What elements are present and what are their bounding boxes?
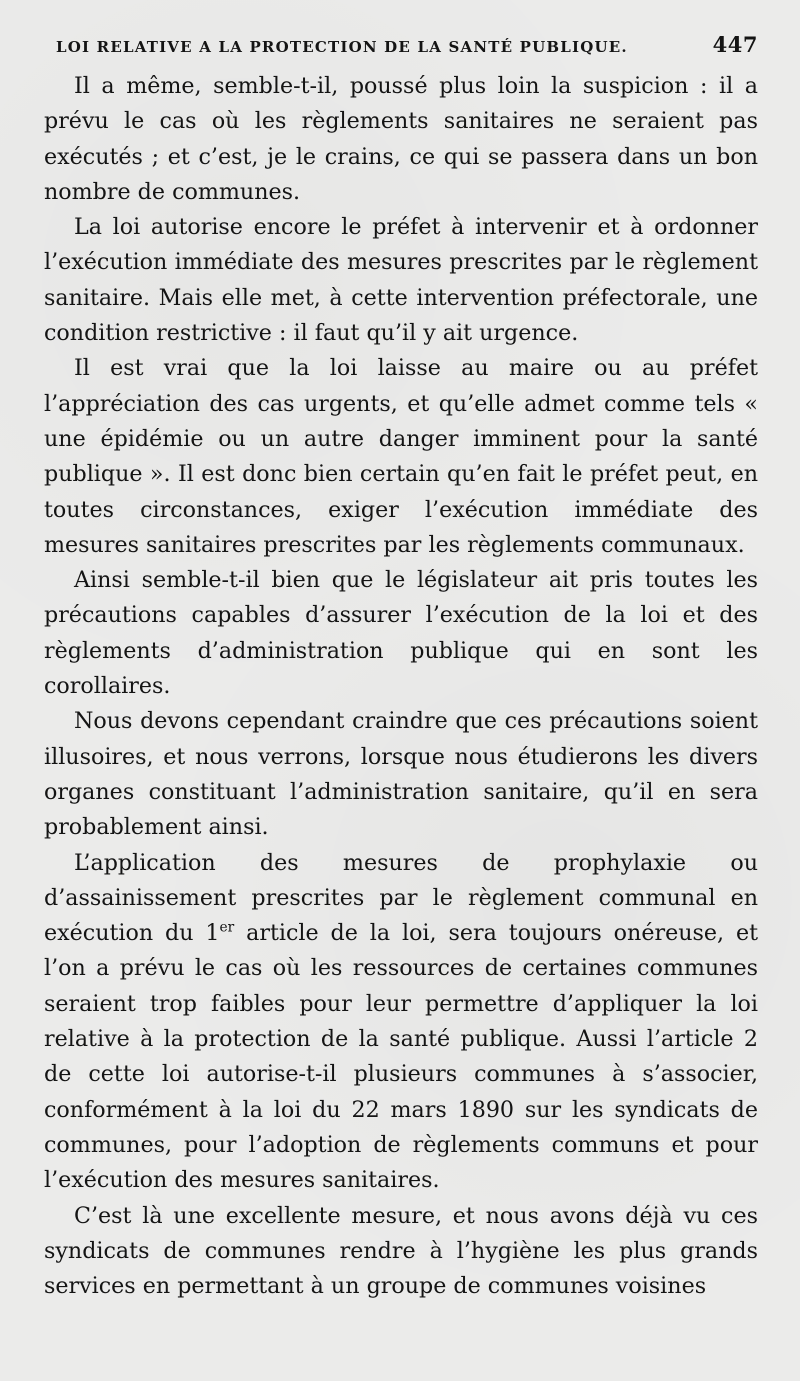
running-head	[56, 34, 758, 55]
paragraph-3: Il est vrai que la loi laisse au maire ou au préfet l’appréciation des cas urgents, et qu’elle admet comme tels « une épidémie ou un autre danger imminent pour la santé publique ». Il est donc bien certain qu’en fait le préfet peut, en toutes circonstances, exiger l’exécution immédiate des mesures sanitaires prescrites par les règlements communaux.	[44, 355, 758, 558]
paragraph-6-after-ordinal: article de la loi, sera toujours onéreuse, et l’on a prévu le cas où les ressources de certaines communes seraient trop faibles pour leur permettre d’appliquer la loi relative à la protection de la santé publique. Aussi l’article 2 de cette loi autorise-t-il plusieurs communes à s’associer, conformément à la loi du 22 mars 1890 sur les syndicats de communes, pour l’adoption de règlements communs et pour l’exécution des mesures sanitaires.	[44, 920, 758, 1194]
paragraph-2: La loi autorise encore le préfet à intervenir et à ordonner l’exécution immédiate des mesures prescrites par le règlement sanitaire. Mais elle met, à cette intervention préfectorale, une condition restrictive : il faut qu’il y ait urgence.	[44, 214, 758, 347]
paragraph-6	[44, 846, 758, 1199]
running-title: LOI RELATIVE A LA PROTECTION DE LA SANTÉ PUBLIQUE.	[56, 38, 628, 56]
body-text	[44, 69, 758, 1304]
page-number: 447	[712, 32, 758, 57]
ordinal-suffix: er	[219, 919, 235, 936]
paragraph-6-before-ordinal: L’application des mesures de prophylaxie ou d’assainissement prescrites par le règlement communal en exécution du	[44, 849, 758, 947]
paragraph-5: Nous devons cependant craindre que ces précautions soient illusoires, et nous verrons, lorsque nous étudierons les divers organes constituant l’administration sanitaire, qu’il en sera probablement ainsi.	[44, 708, 758, 841]
paragraph-7: C’est là une excellente mesure, et nous avons déjà vu ces syndicats de communes rendre à l’hygiène les plus grands services en permettant à un groupe de communes voisines	[44, 1202, 758, 1300]
ordinal-number: 1	[205, 920, 220, 947]
paragraph-4: Ainsi semble-t-il bien que le législateur ait pris toutes les précautions capables d’assurer l’exécution de la loi et des règlements d’administration publique qui en sont les corollaires.	[44, 567, 758, 700]
paragraph-1: Il a même, semble-t-il, poussé plus loin la suspicion : il a prévu le cas où les règlements sanitaires ne seraient pas exécutés ; et c’est, je le crains, ce qui se passera dans un bon nombre de communes.	[44, 73, 758, 205]
